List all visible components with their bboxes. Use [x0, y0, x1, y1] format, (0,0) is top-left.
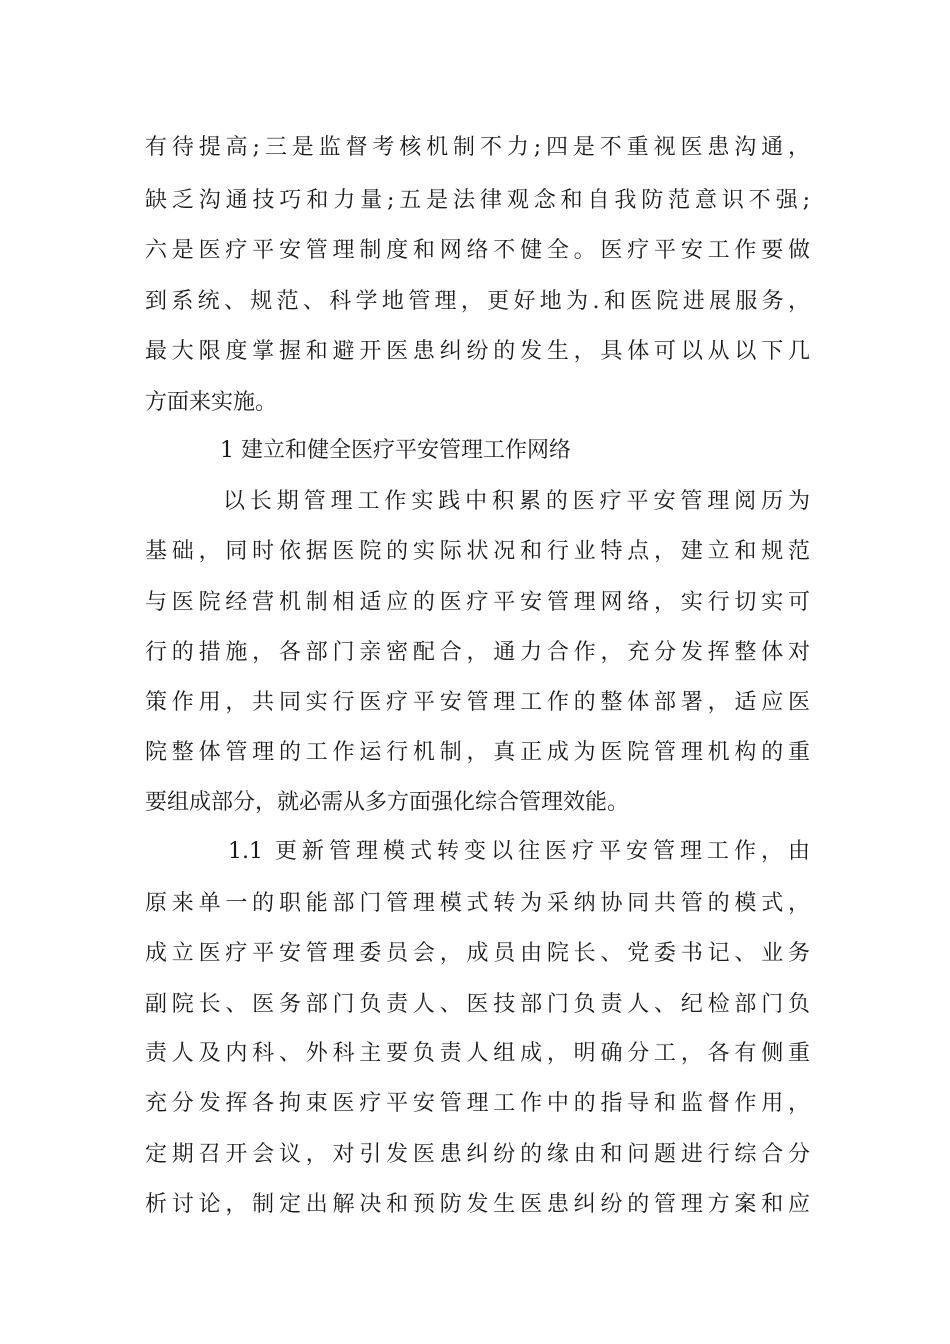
- body-text-line: 策作用，共同实行医疗平安管理工作的整体部署，适应医: [145, 690, 810, 715]
- body-text-line: 有待提高;三是监督考核机制不力;四是不重视医患沟通，: [145, 135, 810, 160]
- paragraph-first-line: 以长期管理工作实践中积累的医疗平安管理阅历为: [223, 489, 810, 514]
- body-text-line: 充分发挥各拘束医疗平安管理工作中的指导和监督作用，: [145, 1091, 810, 1116]
- body-text-line: 析讨论，制定出解决和预防发生医患纠纷的管理方案和应: [145, 1192, 810, 1217]
- body-text-line: 最大限度掌握和避开医患纠纷的发生，具体可以从以下几: [145, 339, 810, 364]
- section-heading: 1 建立和健全医疗平安管理工作网络: [220, 438, 571, 463]
- body-text-line: 原来单一的职能部门管理模式转为采纳协同共管的模式，: [145, 891, 810, 916]
- body-text-line: 成立医疗平安管理委员会，成员由院长、党委书记、业务: [145, 941, 810, 966]
- body-text-line: 院整体管理的工作运行机制，真正成为医院管理机构的重: [145, 740, 810, 765]
- body-text-line: 副院长、医务部门负责人、医技部门负责人、纪检部门负: [145, 992, 810, 1017]
- body-text-line: 基础，同时依据医院的实际状况和行业特点，建立和规范: [145, 539, 810, 564]
- subsection-first-line: 1.1 更新管理模式转变以往医疗平安管理工作，由: [228, 839, 810, 864]
- body-text-line: 行的措施，各部门亲密配合，通力合作，充分发挥整体对: [145, 640, 810, 665]
- body-text-line: 与医院经营机制相适应的医疗平安管理网络，实行切实可: [145, 590, 810, 615]
- body-text-line: 缺乏沟通技巧和力量;五是法律观念和自我防范意识不强;: [145, 188, 810, 213]
- body-text-line: 定期召开会议，对引发医患纠纷的缘由和问题进行综合分: [145, 1142, 810, 1167]
- body-text-line: 要组成部分，就必需从多方面强化综合管理效能。: [145, 790, 630, 815]
- body-text-line: 到系统、规范、科学地管理，更好地为.和医院进展服务，: [145, 289, 810, 314]
- body-text-line: 六是医疗平安管理制度和网络不健全。医疗平安工作要做: [145, 238, 810, 263]
- body-text-line: 方面来实施。: [145, 390, 278, 415]
- body-text-line: 责人及内科、外科主要负责人组成，明确分工，各有侧重: [145, 1041, 810, 1066]
